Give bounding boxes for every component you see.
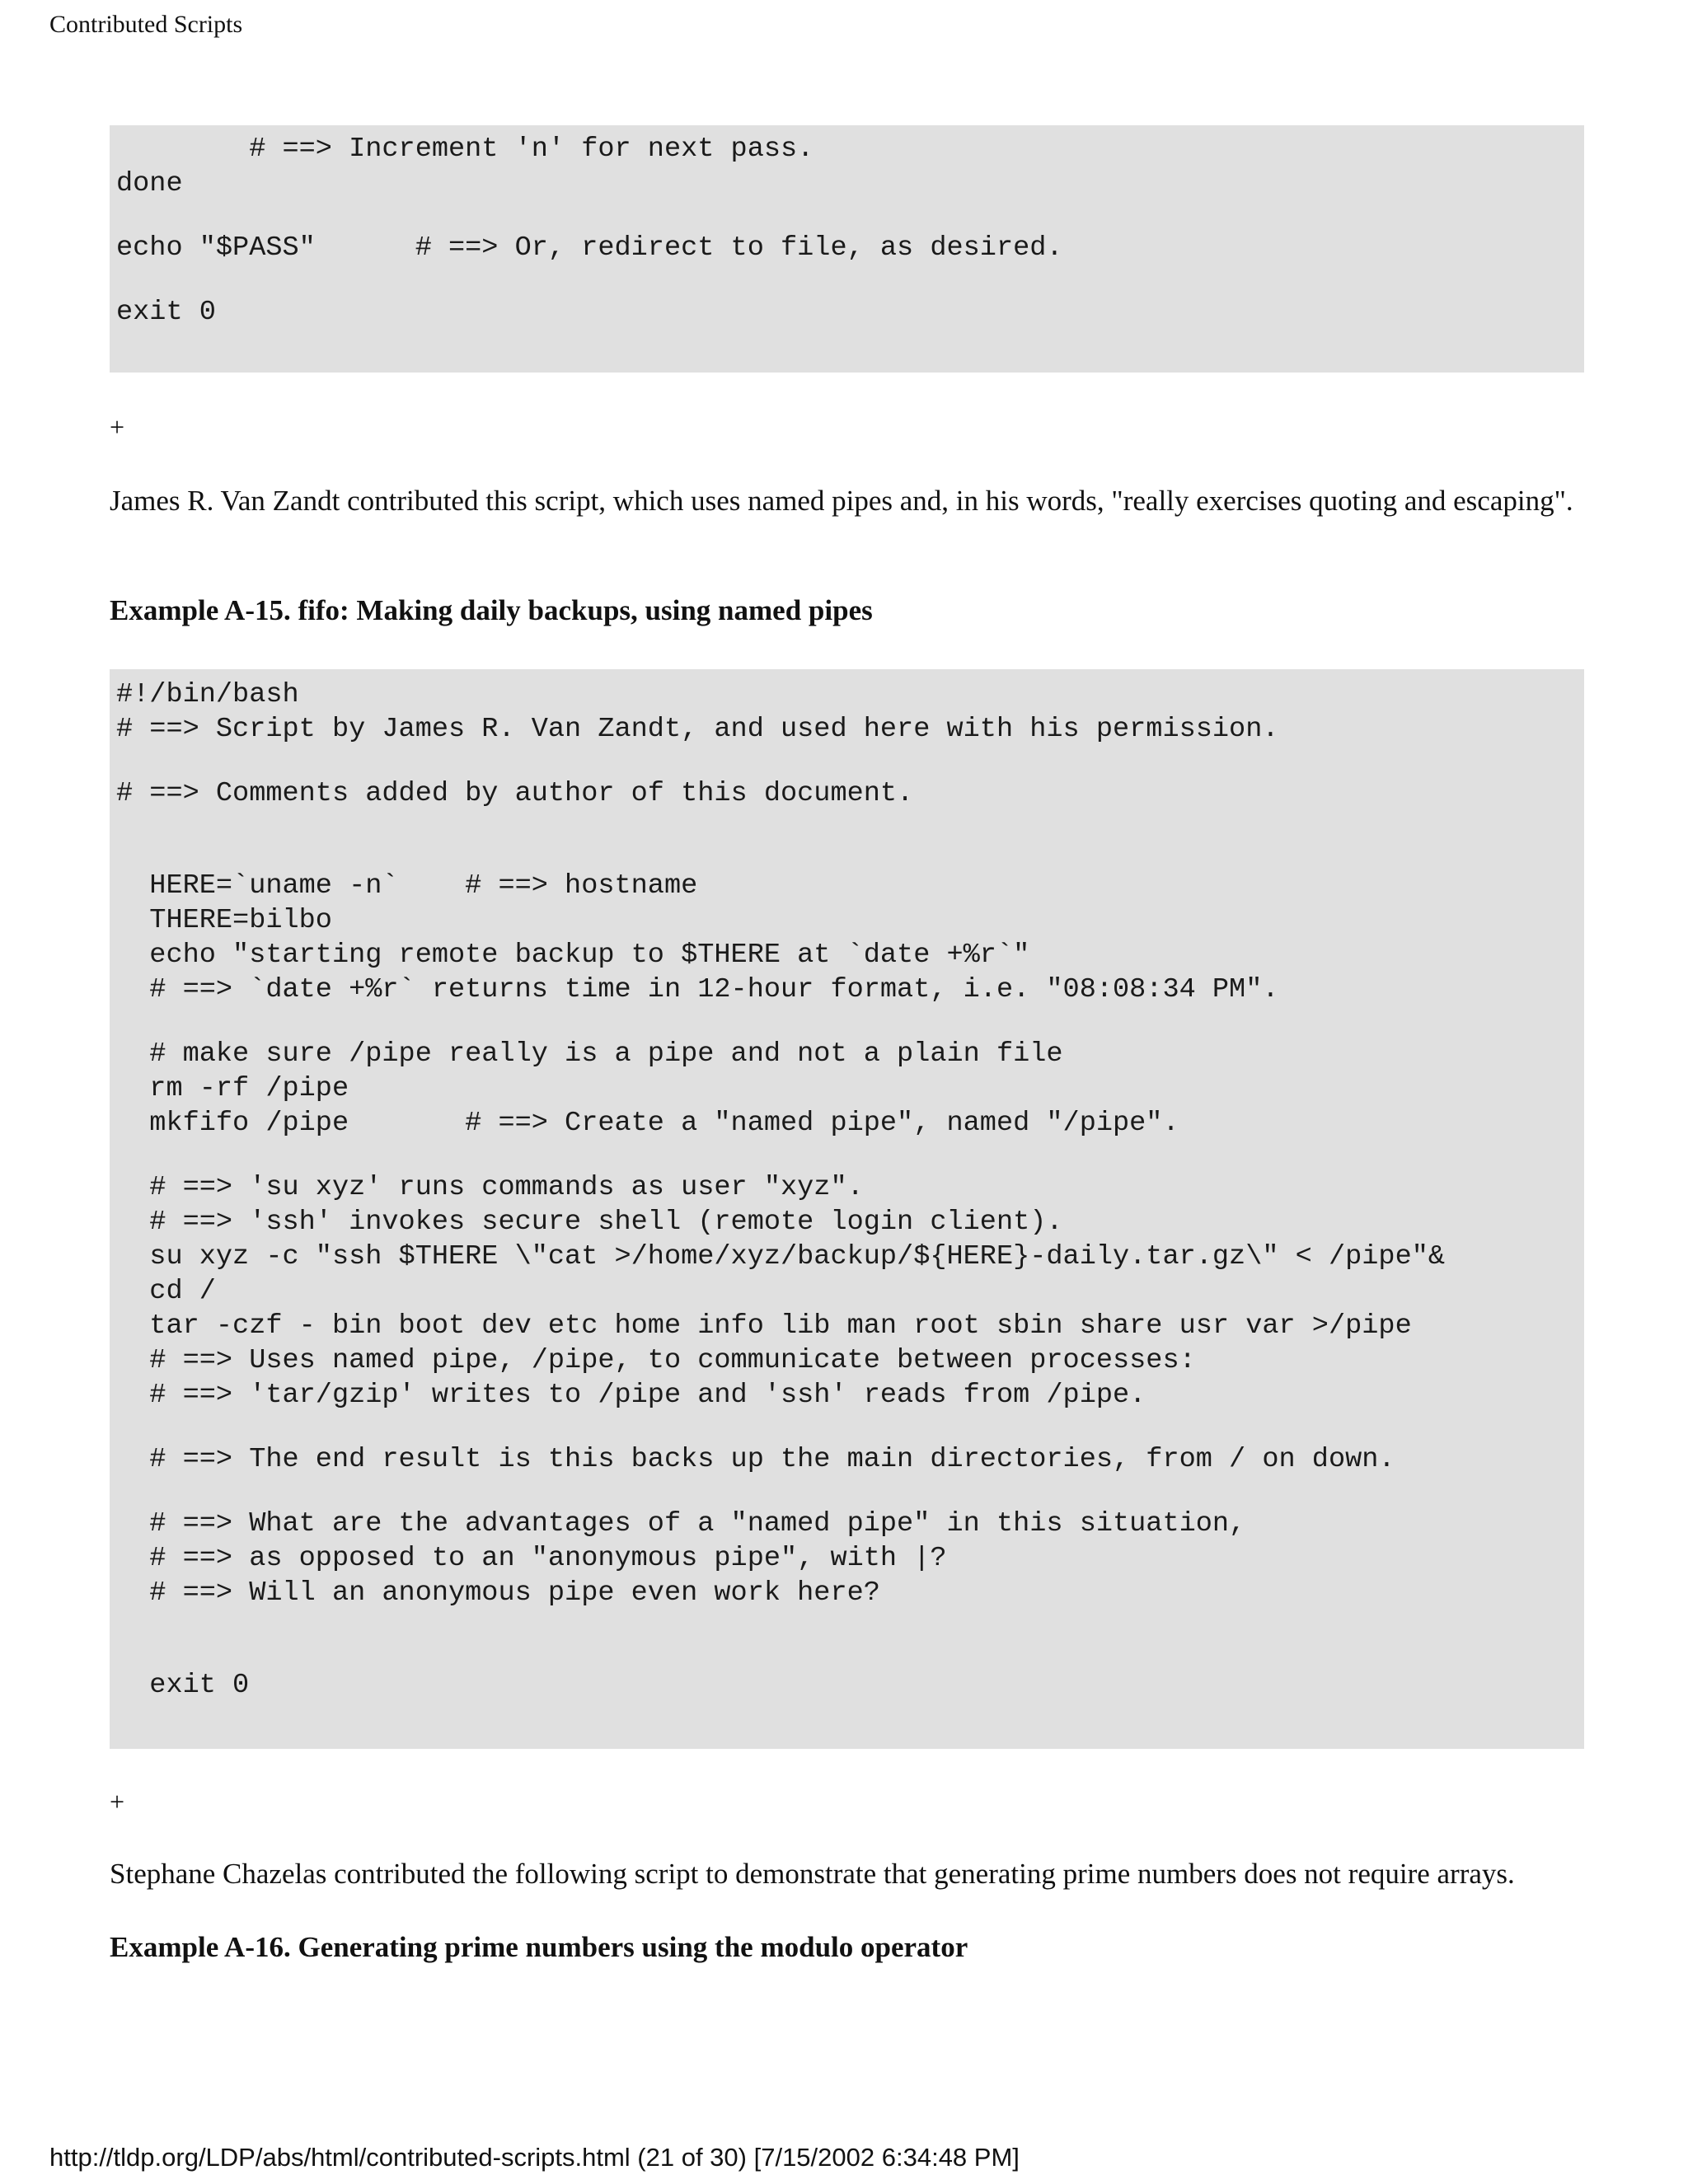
code-line: HERE=`uname -n` # ==> hostname bbox=[116, 870, 698, 902]
page-footer-url: http://tldp.org/LDP/abs/html/contributed-scripts.html (21 of 30) [7/15/2002 6:34:48 PM] bbox=[49, 2143, 1020, 2172]
intro-paragraph-primes: Stephane Chazelas contributed the following script to demonstrate that generating prime numbers does not require arrays. bbox=[110, 1858, 1515, 1890]
code-line: # ==> Increment 'n' for next pass. bbox=[116, 134, 814, 165]
code-line: #!/bin/bash bbox=[116, 679, 299, 710]
code-line: echo "$PASS" # ==> Or, redirect to file, as desired. bbox=[116, 232, 1063, 264]
code-line: cd / bbox=[116, 1276, 216, 1307]
code-line: # ==> Script by James R. Van Zandt, and used here with his permission. bbox=[116, 714, 1279, 745]
code-line: # ==> `date +%r` returns time in 12-hour format, i.e. "08:08:34 PM". bbox=[116, 974, 1279, 1005]
code-line: # make sure /pipe really is a pipe and not a plain file bbox=[116, 1038, 1063, 1070]
code-line: done bbox=[116, 168, 183, 199]
code-line: # ==> Comments added by author of this document. bbox=[116, 778, 914, 809]
code-line: # ==> as opposed to an "anonymous pipe", with |? bbox=[116, 1543, 947, 1574]
example-title-a16: Example A-16. Generating prime numbers using the modulo operator bbox=[110, 1931, 968, 1963]
separator-plus: + bbox=[110, 412, 125, 442]
code-line: # ==> The end result is this backs up the main directories, from / on down. bbox=[116, 1444, 1395, 1475]
code-line: tar -czf - bin boot dev etc home info lib man root sbin share usr var >/pipe bbox=[116, 1310, 1412, 1342]
example-title-a15: Example A-15. fifo: Making daily backups, using named pipes bbox=[110, 594, 873, 626]
code-block-pass-generator-tail bbox=[110, 125, 1584, 373]
code-line: # ==> Will an anonymous pipe even work here? bbox=[116, 1577, 880, 1609]
code-line: su xyz -c "ssh $THERE \"cat >/home/xyz/backup/${HERE}-daily.tar.gz\" < /pipe"& bbox=[116, 1241, 1446, 1272]
code-line: mkfifo /pipe # ==> Create a "named pipe", named "/pipe". bbox=[116, 1108, 1179, 1139]
separator-plus: + bbox=[110, 1787, 125, 1816]
code-line: # ==> 'tar/gzip' writes to /pipe and 'ssh' reads from /pipe. bbox=[116, 1380, 1146, 1411]
code-line: exit 0 bbox=[116, 1670, 250, 1701]
code-line: exit 0 bbox=[116, 297, 216, 328]
code-line: # ==> 'su xyz' runs commands as user "xyz". bbox=[116, 1172, 864, 1203]
code-line: echo "starting remote backup to $THERE at `date +%r`" bbox=[116, 940, 1030, 971]
code-line: # ==> 'ssh' invokes secure shell (remote login client). bbox=[116, 1207, 1063, 1238]
intro-paragraph-fifo: James R. Van Zandt contributed this script, which uses named pipes and, in his words, "really exercises quoting and escaping". bbox=[110, 485, 1573, 517]
code-line: # ==> What are the advantages of a "named pipe" in this situation, bbox=[116, 1508, 1246, 1540]
code-block-fifo-script bbox=[110, 669, 1584, 1749]
code-line: # ==> Uses named pipe, /pipe, to communicate between processes: bbox=[116, 1345, 1196, 1376]
code-line: rm -rf /pipe bbox=[116, 1073, 349, 1104]
running-header: Contributed Scripts bbox=[49, 11, 243, 38]
code-line: THERE=bilbo bbox=[116, 905, 332, 936]
